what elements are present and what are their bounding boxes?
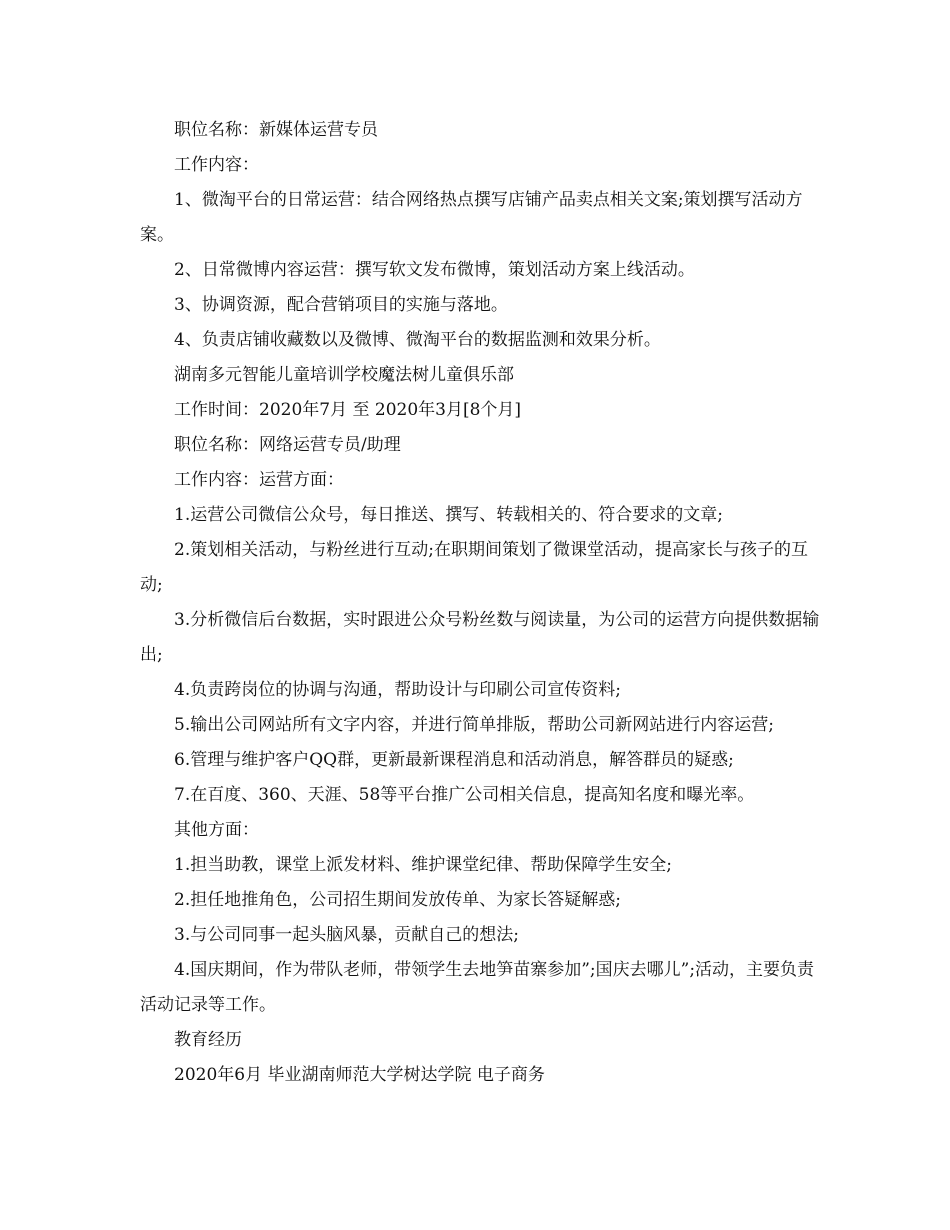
duty-item: 1.运营公司微信公众号，每日推送、撰写、转载相关的、符合要求的文章; — [174, 505, 723, 525]
duty-item: 2、日常微博内容运营：撰写软文发布微博，策划活动方案上线活动。 — [174, 260, 695, 280]
other-aspects-heading: 其他方面： — [174, 820, 259, 840]
education-entry: 2020年6月 毕业湖南师范大学树达学院 电子商务 — [174, 1065, 545, 1085]
duty-item: 3、协调资源，配合营销项目的实施与落地。 — [174, 295, 508, 315]
job-title-line-1: 职位名称：新媒体运营专员 — [174, 120, 378, 140]
duty-item: 4.国庆期间，作为带队老师，带领学生去地笋苗寨参加”;国庆去哪儿”;活动，主要负责活动记录等工作。 — [140, 960, 815, 1015]
education-heading: 教育经历 — [174, 1030, 242, 1050]
duty-item: 6.管理与维护客户QQ群，更新最新课程消息和活动消息，解答群员的疑惑; — [174, 750, 734, 770]
job-title-line-2: 职位名称：网络运营专员/助理 — [174, 435, 401, 455]
job-content-heading-2: 工作内容：运营方面： — [174, 470, 344, 490]
duty-item: 2.担任地推角色，公司招生期间发放传单、为家长答疑解惑; — [174, 890, 621, 910]
work-period: 工作时间：2020年7月 至 2020年3月[8个月] — [174, 400, 522, 420]
duty-item: 3.分析微信后台数据，实时跟进公众号粉丝数与阅读量，为公司的运营方向提供数据输出; — [140, 610, 820, 665]
duty-item: 5.输出公司网站所有文字内容，并进行简单排版，帮助公司新网站进行内容运营; — [174, 715, 774, 735]
duty-item: 2.策划相关活动，与粉丝进行互动;在职期间策划了微课堂活动，提高家长与孩子的互动; — [140, 540, 808, 595]
duty-item: 4.负责跨岗位的协调与沟通，帮助设计与印刷公司宣传资料; — [174, 680, 621, 700]
duty-item: 1.担当助教，课堂上派发材料、维护课堂纪律、帮助保障学生安全; — [174, 855, 672, 875]
duty-item: 3.与公司同事一起头脑风暴，贡献自己的想法; — [174, 925, 519, 945]
resume-body — [140, 113, 830, 1093]
duty-item: 1、微淘平台的日常运营：结合网络热点撰写店铺产品卖点相关文案;策划撰写活动方案。 — [140, 190, 803, 245]
employer-name: 湖南多元智能儿童培训学校魔法树儿童俱乐部 — [174, 365, 514, 385]
job-content-heading-1: 工作内容： — [174, 155, 259, 175]
duty-item: 4、负责店铺收藏数以及微博、微淘平台的数据监测和效果分析。 — [174, 330, 661, 350]
duty-item: 7.在百度、360、天涯、58等平台推广公司相关信息，提高知名度和曝光率。 — [174, 785, 755, 805]
